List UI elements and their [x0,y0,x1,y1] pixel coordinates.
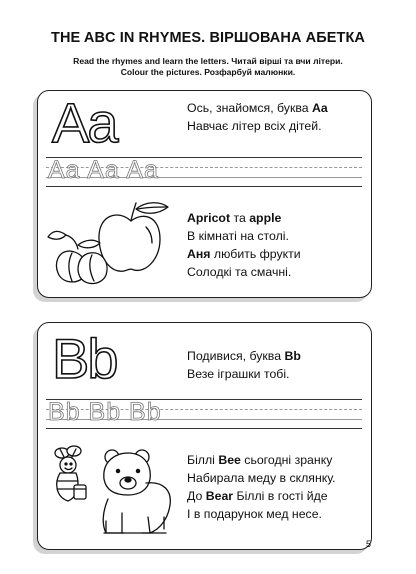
tracing-letters-b: Bb Bb Bb [48,398,162,426]
intro-line-2: Везе іграшки тобі. [187,367,290,381]
rhyme-b-line-2: Набирала меду в склянку. [187,471,336,485]
letter-card-b [37,322,372,550]
apricot-apple-illustration [46,197,176,293]
instruction-line-1: Read the rhymes and learn the letters. Читай вірші та вчи літери. [73,56,343,66]
rhyme-a-line-2: В кімнаті на столі. [187,229,289,243]
intro-rhyme-a [187,99,328,135]
instruction-line-2: Colour the pictures. Розфарбуй малюнки. [120,67,296,77]
word-anya: Аня [187,247,211,261]
big-letters-bb: Bb [52,327,117,390]
page-number: 5 [366,539,372,549]
intro-line-1: Ось, знайомся, буква [187,101,312,115]
handwriting-lines-a [46,157,362,187]
intro-line-1: Подивися, буква [187,349,285,363]
page-title: THE ABC IN RHYMES. ВІРШОВАНА АБЕТКА [50,30,365,46]
word-apple: apple [249,211,282,225]
bee-bear-illustration [46,443,178,541]
word-bear: Bear [205,489,234,503]
handwriting-lines-b [46,399,362,429]
word-apricot: Apricot [187,211,231,225]
rhyme-b-line-4: І в подарунок мед несе. [187,507,322,521]
letter-card-a [37,90,372,298]
intro-letters: Aa [311,101,328,115]
rhyme-a-line-4: Солодкі та смачні. [187,265,292,279]
rhyme-b: Біллі Bee сьогодні зранку Набирала меду в склянку. До Bear Біллі в гості йде І в подарунок мед несе. [187,453,336,521]
tracing-letters-a: Aa Aa Aa [48,156,159,184]
big-letters-aa: Aa [52,91,117,154]
intro-letters: Bb [284,349,301,363]
intro-line-2: Навчає літер всіх дітей. [187,119,322,133]
rhyme-a: Apricot та apple В кімнаті на столі. Аня любить фрукти Солодкі та смачні. [187,211,301,279]
intro-rhyme-b [187,347,301,383]
word-bee: Bee [218,453,241,467]
